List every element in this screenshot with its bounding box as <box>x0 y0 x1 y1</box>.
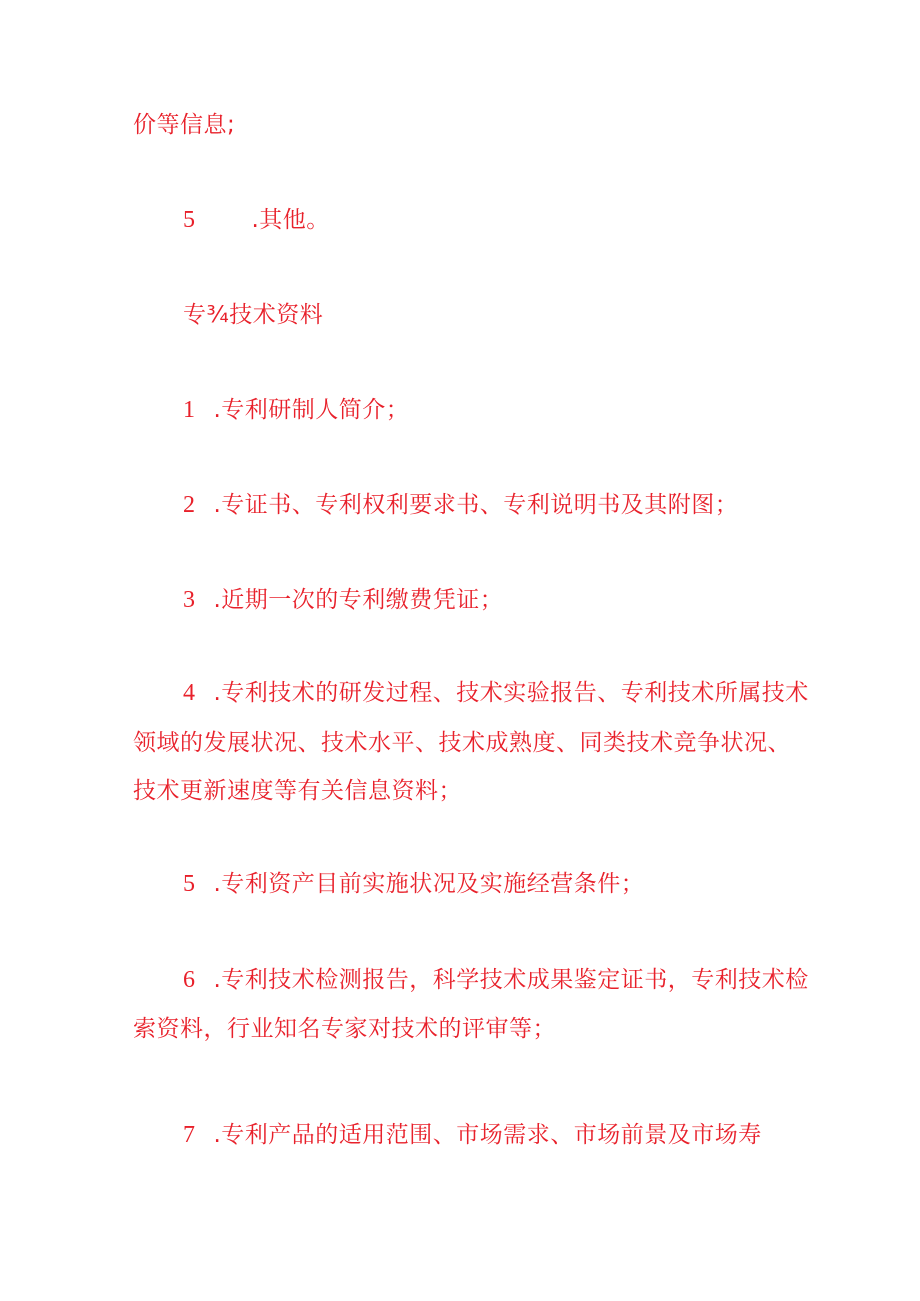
item-number: 6 <box>183 967 196 993</box>
paragraph-line <box>133 102 235 149</box>
item-number: 1 <box>183 397 196 423</box>
item-continuation-line <box>133 1006 556 1053</box>
item-text: 索资料，行业知名专家对技术的评审等； <box>133 1016 556 1042</box>
item-text: .专利技术的研发过程、技术实验报告、专利技术所属技术 <box>213 680 809 706</box>
item-text: 领域的发展状况、技术水平、技术成熟度、同类技术竞争状况、 <box>133 730 791 756</box>
list-item <box>183 482 738 529</box>
item-continuation-line <box>133 720 791 767</box>
item-continuation-line <box>133 768 462 815</box>
item-number: 5 <box>183 207 196 233</box>
item-text: .专利研制人简介； <box>213 397 410 423</box>
section-heading-text: 专¾技术资料 <box>183 302 324 328</box>
section-heading <box>183 292 323 339</box>
item-text: .专利资产目前实施状况及实施经营条件； <box>213 871 645 897</box>
list-item <box>183 197 330 244</box>
item-number: 4 <box>183 680 196 706</box>
item-text: .专证书、专利权利要求书、专利说明书及其附图； <box>213 492 739 518</box>
item-text: .专利技术检测报告，科学技术成果鉴定证书，专利技术检 <box>213 967 809 993</box>
item-number: 3 <box>183 587 196 613</box>
item-text: .近期一次的专利缴费凭证； <box>213 587 504 613</box>
item-text: 技术更新速度等有关信息资料； <box>133 778 462 804</box>
list-item <box>183 577 503 624</box>
list-item <box>183 1112 762 1159</box>
list-item <box>183 387 409 434</box>
list-item <box>183 670 809 717</box>
list-item <box>183 957 809 1004</box>
item-number: 2 <box>183 492 196 518</box>
paragraph-text: 价等信息; <box>133 112 236 138</box>
list-item <box>183 861 644 908</box>
item-text: .专利产品的适用范围、市场需求、市场前景及市场寿 <box>213 1122 762 1148</box>
item-number: 5 <box>183 871 196 897</box>
item-text: .其他。 <box>251 207 330 233</box>
item-number: 7 <box>183 1122 196 1148</box>
